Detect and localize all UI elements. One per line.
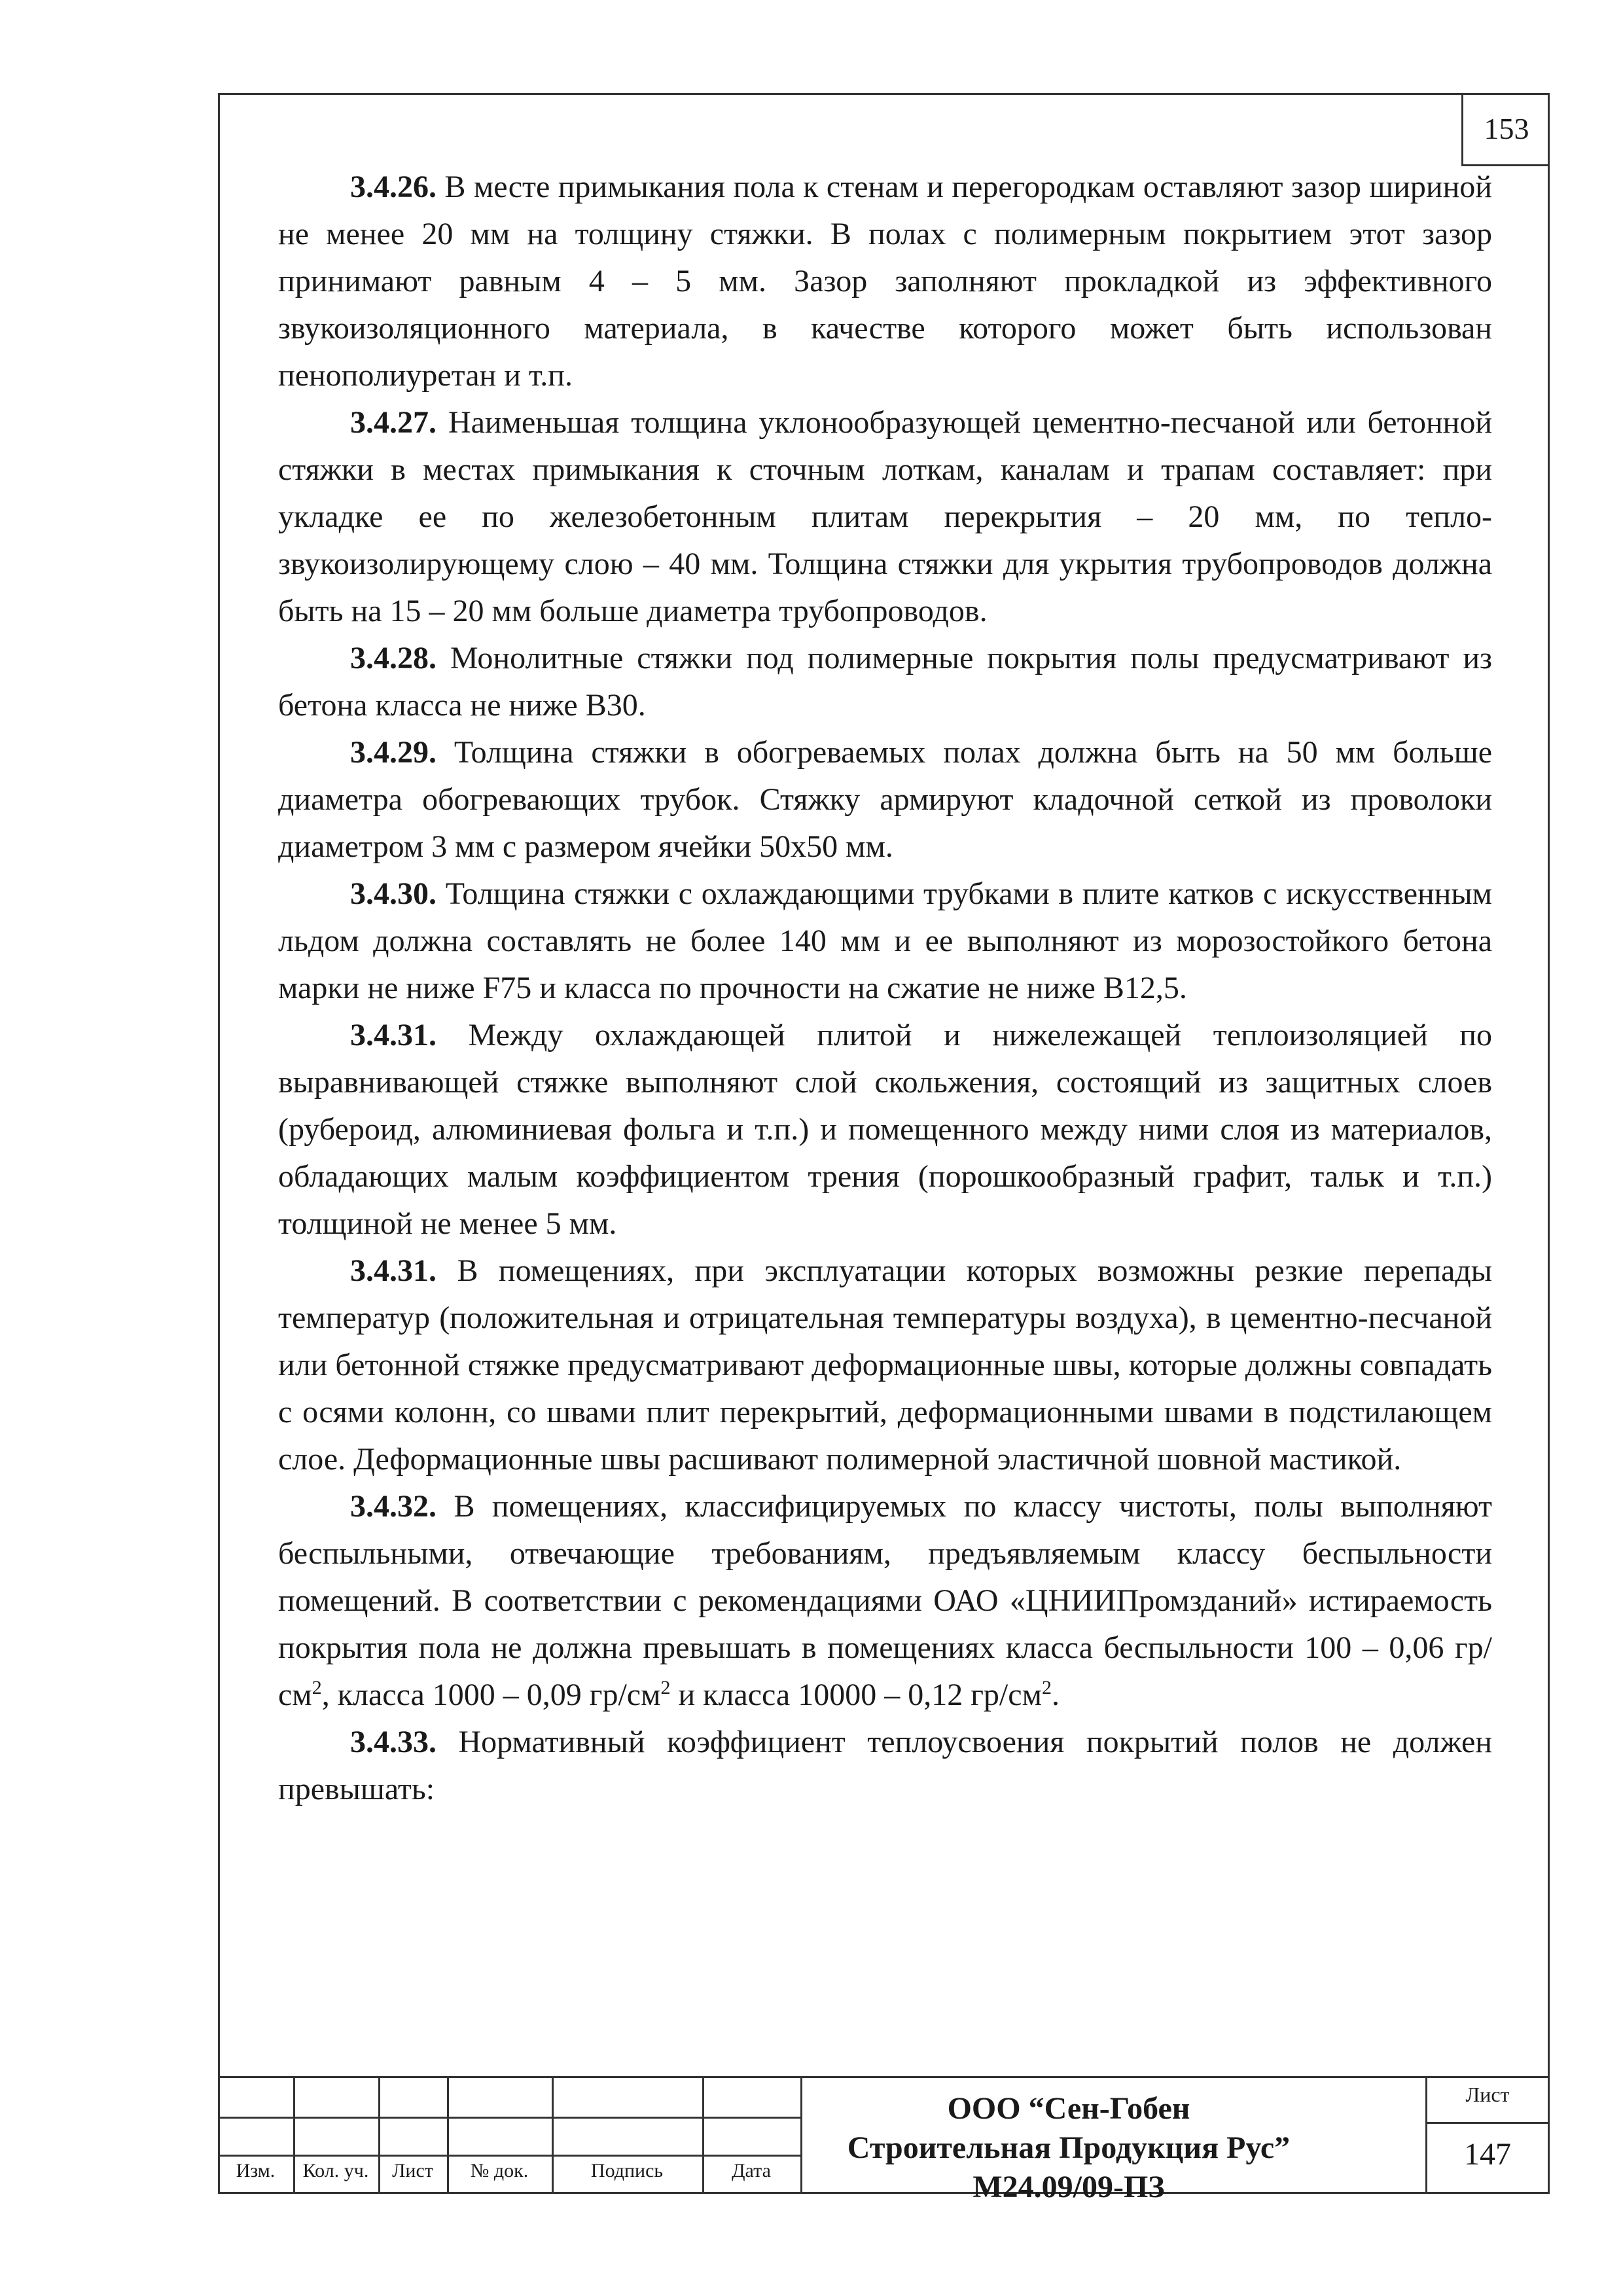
- paragraph-text: Нормативный коэффициент теплоусвоения покрытий полов не должен превышать:: [278, 1725, 1492, 1806]
- superscript: 2: [660, 1677, 671, 1698]
- superscript: 2: [312, 1677, 322, 1698]
- paragraph: [278, 870, 1492, 1012]
- paragraph: [278, 635, 1492, 729]
- clause-number: 3.4.26.: [350, 170, 437, 204]
- stamp-col-date: Дата: [732, 2160, 771, 2181]
- paragraph-text: Монолитные стяжки под полимерные покрытия полы предусматривают из бетона класса не ниже В30.: [278, 641, 1492, 723]
- paragraph: [278, 1483, 1492, 1719]
- paragraph: [278, 164, 1492, 399]
- superscript: 2: [1041, 1677, 1052, 1698]
- stamp-top-line: [218, 2076, 1550, 2078]
- stamp-col-doc: № док.: [470, 2160, 529, 2181]
- clause-number: 3.4.28.: [350, 641, 437, 675]
- clause-number: 3.4.33.: [350, 1725, 437, 1759]
- clause-number: 3.4.31.: [350, 1018, 437, 1052]
- paragraph-text: и класса 10000 – 0,12 гр/см: [670, 1677, 1042, 1712]
- title-block: [218, 2076, 1550, 2204]
- stamp-col-izm: Изм.: [236, 2160, 276, 2181]
- stamp-col-kol-uch: Кол. уч.: [302, 2160, 369, 2181]
- stamp-row-line: [218, 2117, 800, 2119]
- org-line-1: ООО “Сен-Гобен: [947, 2091, 1190, 2126]
- paragraph: [278, 729, 1492, 870]
- stamp-row-line: [218, 2155, 800, 2157]
- paragraph: [278, 399, 1492, 635]
- document-code: М24.09/09-ПЗ: [972, 2170, 1165, 2204]
- paragraph: [278, 1719, 1492, 1813]
- paragraph-text: Толщина стяжки в обогреваемых полах должна быть на 50 мм больше диаметра обогревающих трубок. Стяжку армируют кладочной сеткой из проволоки диаметром 3 мм с размером ячейки 50х50 мм.: [278, 735, 1492, 864]
- organization-name: [800, 2089, 1337, 2207]
- stamp-sheet-line: [1425, 2122, 1550, 2124]
- sheet-label: Лист: [1465, 2083, 1510, 2106]
- clause-number: 3.4.30.: [350, 876, 437, 911]
- paragraph-text: Толщина стяжки с охлаждающими трубками в плите катков с искусственным льдом должна составлять не более 140 мм и ее выполняют из морозостойкого бетона марки не ниже F75 и класса по прочности на сжатие не ниже В12,5.: [278, 876, 1492, 1005]
- paragraph-text: В помещениях, классифицируемых по классу чистоты, полы выполняют беспыльными, отвечающие требованиям, предъявляемым классу беспыльности помещений. В соответствии с рекомендациями ОАО «ЦНИИПромзданий» истираемость покрытия пола не должна превышать в помещениях класса беспыльности 100 – 0,06 гр/см: [278, 1489, 1492, 1712]
- clause-number: 3.4.32.: [350, 1489, 437, 1524]
- sheet-number: 147: [1464, 2137, 1511, 2172]
- page-number: 153: [1461, 93, 1550, 166]
- clause-number: 3.4.29.: [350, 735, 437, 770]
- paragraph-text: В месте примыкания пола к стенам и перегородкам оставляют зазор шириной не менее 20 мм на толщину стяжки. В полах с полимерным покрытием этот зазор принимают равным 4 – 5 мм. Зазор заполняют прокладкой из эффективного звукоизоляционного материала, в качестве которого может быть использован пенополиуретан и т.п.: [278, 170, 1492, 393]
- paragraph-text: , класса 1000 – 0,09 гр/см: [321, 1677, 661, 1712]
- stamp-col-signature: Подпись: [590, 2160, 664, 2181]
- clause-number: 3.4.27.: [350, 405, 437, 440]
- paragraph-text: В помещениях, при эксплуатации которых возможны резкие перепады температур (положительная и отрицательная температуры воздуха), в цементно-песчаной или бетонной стяжке предусматривают деформационные швы, которые должны совпадать с осями колонн, со швами плит перекрытий, деформационными швами в подстилающем слое. Деформационные швы расшивают полимерной эластичной шовной мастикой.: [278, 1253, 1492, 1477]
- paragraph-text: Между охлаждающей плитой и нижележащей теплоизоляцией по выравнивающей стяжке выполняют слой скольжения, состоящий из защитных слоев (рубероид, алюминиевая фольга и т.п.) и помещенного между ними слоя из материалов, обладающих малым коэффициентом трения (порошкообразный графит, тальк и т.п.) толщиной не менее 5 мм.: [278, 1018, 1492, 1241]
- stamp-col-list: Лист: [392, 2160, 433, 2181]
- document-body: [278, 164, 1492, 1813]
- paragraph-text: Наименьшая толщина уклонообразующей цементно-песчаной или бетонной стяжки в местах примыкания к сточным лоткам, каналам и трапам составляет: при укладке ее по железобетонным плитам перекрытия – 20 мм, по тепло-звукоизолирующему слою – 40 мм. Толщина стяжки для укрытия трубопроводов должна быть на 15 – 20 мм больше диаметра трубопроводов.: [278, 405, 1492, 628]
- paragraph-text: .: [1051, 1677, 1060, 1712]
- clause-number: 3.4.31.: [350, 1253, 437, 1288]
- paragraph: [278, 1247, 1492, 1483]
- org-line-2: Строительная Продукция Рус”: [847, 2130, 1291, 2165]
- paragraph: [278, 1012, 1492, 1247]
